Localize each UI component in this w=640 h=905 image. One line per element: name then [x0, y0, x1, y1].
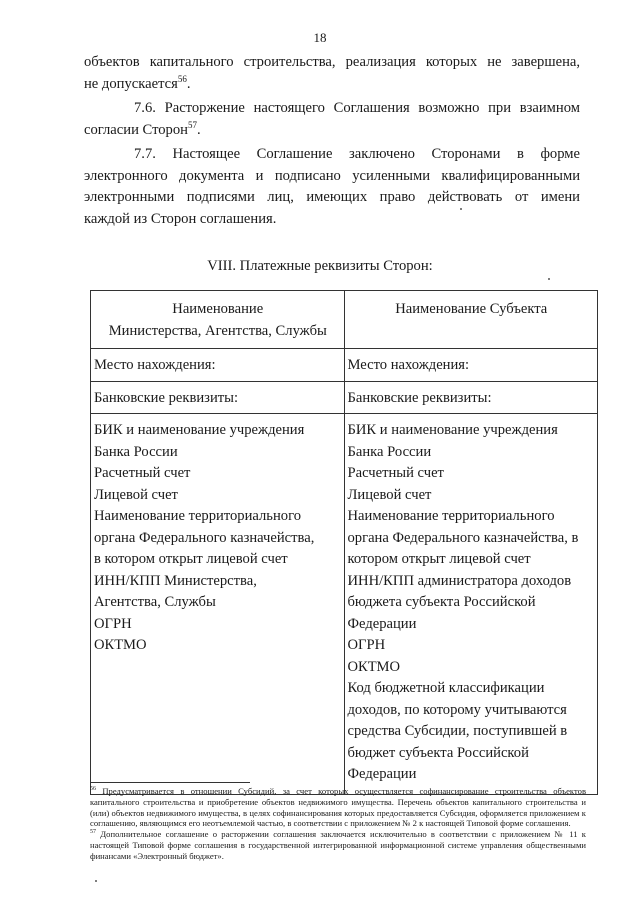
requisite-line: бюджет субъекта Российской: [347, 744, 529, 761]
page-number: 18: [313, 30, 327, 45]
requisite-line: Агентства, Службы: [94, 594, 216, 610]
paragraph-line: [84, 120, 580, 142]
scan-speck: [95, 880, 97, 882]
requisite-line: Федерации: [347, 615, 417, 632]
requisite-line: котором открыт лицевой счет: [347, 551, 531, 567]
paragraph-line: 7.6. Расторжение настоящего Соглашения возможно при взаимном: [134, 100, 580, 116]
requisites-right: [344, 414, 598, 795]
paragraph-line: каждой из Сторон соглашения.: [84, 210, 277, 227]
requisite-line: бюджета субъекта Российской: [347, 594, 536, 610]
table-row: [91, 381, 598, 414]
requisite-line: органа Федерального казначейства,: [94, 529, 315, 546]
location-left: Место нахождения:: [91, 349, 345, 382]
paragraph-text: .: [196, 121, 201, 138]
requisite-line: ОГРН: [347, 637, 386, 653]
footnote-ref-57[interactable]: 57: [187, 119, 197, 130]
requisite-line: Код бюджетной классификации: [347, 680, 545, 696]
paragraph-text: согласии Сторон: [84, 121, 188, 138]
footnotes: [90, 786, 586, 862]
header-subject: [344, 291, 598, 349]
requisite-line: в котором открыт лицевой счет: [94, 551, 288, 567]
footnote-57: [90, 829, 586, 861]
requisite-line: БИК и наименование учреждения: [94, 422, 305, 438]
footnote-number: 57: [90, 829, 96, 836]
requisite-line: ОКТМО: [94, 637, 147, 653]
paragraph-block: [84, 52, 580, 230]
payment-details-table: [90, 290, 598, 795]
requisite-line: средства Субсидии, поступившей в: [347, 723, 568, 739]
table-row: [91, 349, 598, 382]
footnote-ref-56[interactable]: 56: [177, 73, 187, 84]
header-ministry: [91, 291, 345, 349]
paragraph-line: объектов капитального строительства, реализация которых не завершена,: [84, 54, 580, 70]
requisite-line: Федерации: [347, 766, 417, 782]
requisite-line: ОКТМО: [347, 658, 401, 675]
table-row: [91, 414, 598, 795]
footnote-divider: [90, 782, 250, 783]
header-text: Наименование: [172, 301, 264, 317]
table-row: [91, 291, 598, 349]
paragraph-line: 7.7. Настоящее Соглашение заключено Сторонами в форме: [134, 146, 580, 162]
requisite-line: ИНН/КПП администратора доходов: [347, 572, 572, 589]
requisite-line: БИК и наименование учреждения: [347, 422, 558, 438]
requisite-line: Наименование территориального: [94, 508, 301, 524]
requisite-line: ИНН/КПП Министерства,: [94, 572, 257, 589]
requisite-line: Наименование территориального: [347, 508, 555, 524]
section-title: VIII. Платежные реквизиты Сторон:: [207, 258, 433, 274]
scan-speck: [548, 278, 550, 280]
bank-left: Банковские реквизиты:: [91, 381, 345, 414]
requisites-left: [91, 414, 345, 795]
paragraph-text: .: [186, 75, 191, 92]
header-text: Министерства, Агентства, Службы: [108, 322, 327, 339]
requisite-line: Банка России: [347, 443, 432, 460]
requisite-line: ОГРН: [94, 615, 132, 632]
paragraph-line: электронными подписями лиц, имеющих право действовать от имени: [84, 189, 580, 205]
requisite-line: органа Федерального казначейства, в: [347, 529, 579, 546]
footnote-text: Предусматривается в отношении Субсидий, за счет которых осуществляется софинансирование строительства объектов капитального строительства и приобретение объектов недвижимого имущества. Перечень объектов капитального строительства и (или) объектов недвижимого имущества, в целях софинансирования которых предоставляется Субсидия, оформляется приложением к соглашению, являющимся его неотъемлемой частью, в соответствии с приложением № 2 к настоящей Типовой форме соглашения.: [90, 786, 586, 829]
requisite-line: доходов, по которому учитываются: [347, 701, 567, 718]
requisite-line: Расчетный счет: [94, 465, 191, 481]
requisite-line: Расчетный счет: [347, 465, 444, 481]
bank-right: Банковские реквизиты:: [344, 381, 598, 414]
requisite-line: Лицевой счет: [94, 486, 178, 503]
paragraph-text: не допускается: [84, 75, 178, 92]
paragraph-line: [84, 74, 580, 96]
footnote-number: 56: [90, 786, 96, 793]
footnote-text: Дополнительное соглашение о расторжении соглашения заключается исключительно в соответствии с приложением № 11 к настоящей Типовой форме соглашения в государственной интегрированной информационной системе управления общественными финансами «Электронный бюджет».: [90, 829, 586, 861]
location-right: Место нахождения:: [344, 349, 598, 382]
footnote-56: [90, 786, 586, 829]
requisite-line: Лицевой счет: [347, 486, 432, 503]
requisite-line: Банка России: [94, 443, 178, 460]
scan-speck: [460, 208, 462, 210]
paragraph-line: электронного документа и подписано усиленными квалифицированными: [84, 167, 580, 184]
header-text: Наименование Субъекта: [395, 301, 548, 317]
